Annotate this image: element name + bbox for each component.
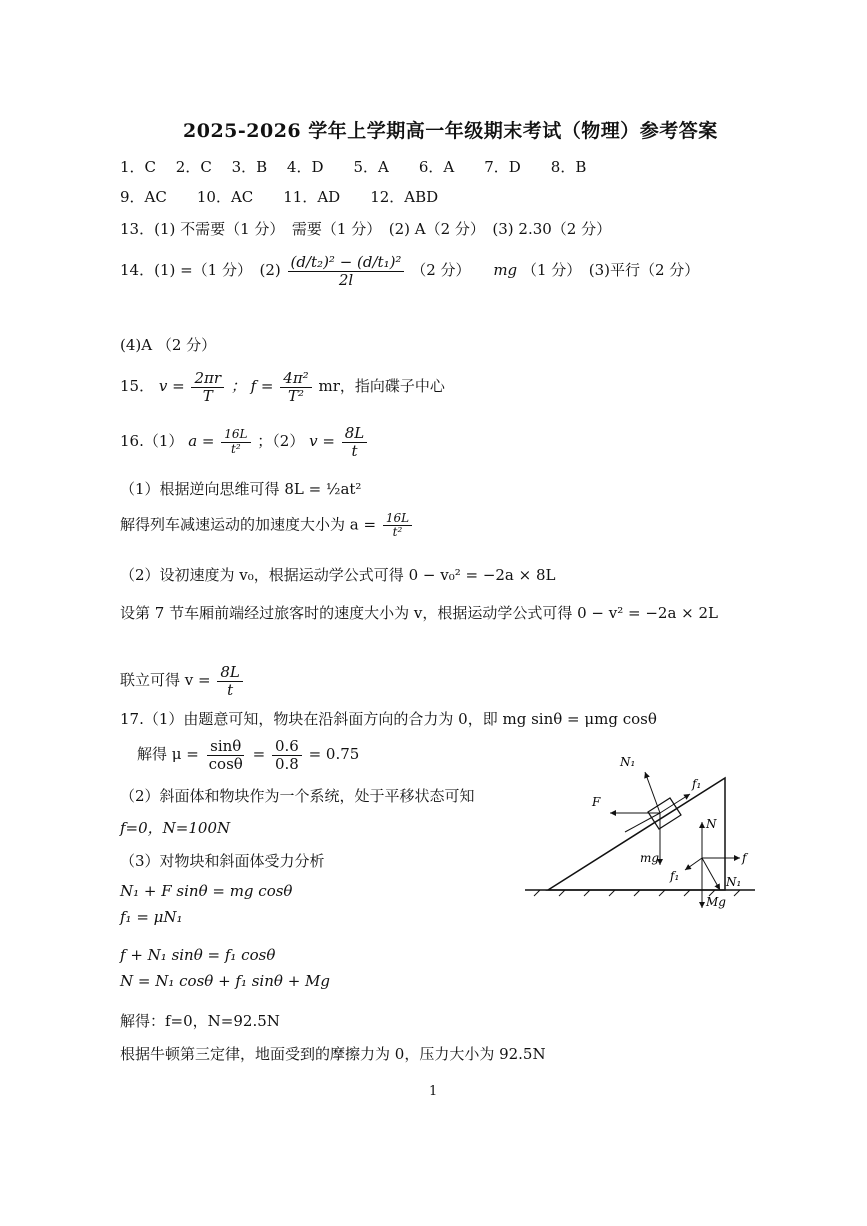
q17-result: = 0.75 bbox=[308, 745, 360, 763]
q16-line-3: （2）设初速度为 v₀，根据运动学公式可得 0 − v₀² = −2a × 8L bbox=[120, 566, 556, 584]
question-14 bbox=[120, 254, 699, 288]
q17-eq: = bbox=[252, 745, 266, 763]
n1-arrow bbox=[645, 772, 660, 813]
question-13: 13．(1) 不需要（1 分） 需要（1 分） (2) A（2 分） (3) 2.30（2 分） bbox=[120, 220, 612, 238]
answers-row-1: 1．C 2．C 3．B 4．D 5．A 6．A 7．D 8．B bbox=[120, 158, 587, 176]
q14-score2: （1 分） (3)平行（2 分） bbox=[521, 261, 700, 279]
q16-v-fraction bbox=[342, 425, 368, 459]
q17-equation-2: f₁ = μN₁ bbox=[120, 908, 183, 926]
q17-mu-num: sinθ bbox=[207, 738, 244, 756]
q17-line-3: （2）斜面体和物块作为一个系统，处于平移状态可知 bbox=[120, 787, 475, 805]
label-f1: f₁ bbox=[692, 777, 702, 791]
q16-a-fraction bbox=[221, 428, 250, 455]
q14-frac-top: (d/t₂)² − (d/t₁)² bbox=[288, 254, 405, 272]
q14-mg: mg bbox=[493, 261, 518, 279]
q17-mu-label: 解得 μ = bbox=[137, 745, 199, 763]
q16-line-2-fraction bbox=[383, 512, 412, 539]
q17-equation-3: f + N₁ sinθ = f₁ cosθ bbox=[120, 946, 276, 964]
q14-score1: （2 分） bbox=[411, 261, 471, 279]
label-mg-big: Mg bbox=[706, 895, 726, 909]
q16-mid: ；（2） bbox=[257, 432, 305, 450]
question-15 bbox=[120, 370, 445, 404]
page-number: 1 bbox=[429, 1084, 438, 1099]
q16-line-5-text: 联立可得 v = bbox=[120, 671, 211, 689]
q16-a-den: t² bbox=[231, 441, 241, 456]
q15-f-den: T² bbox=[287, 386, 304, 405]
n1-reaction-arrow bbox=[702, 858, 720, 890]
q16-line-5-den: t bbox=[227, 680, 234, 699]
q17-line-6: 解得：f=0，N=92.5N bbox=[120, 1012, 280, 1030]
q16-line-2 bbox=[120, 512, 414, 539]
q16-v: v = bbox=[309, 432, 335, 450]
q16-line-5-fraction bbox=[217, 664, 243, 698]
q16-head: 16.（1） bbox=[120, 432, 184, 450]
q17-equation-4: N = N₁ cosθ + f₁ sinθ + Mg bbox=[120, 972, 330, 990]
q17-equation-1: N₁ + F sinθ = mg cosθ bbox=[120, 882, 293, 900]
q15-v-num: 2πr bbox=[191, 370, 224, 388]
page-title: 2025-2026 学年上学期高一年级期末考试（物理）参考答案 bbox=[183, 120, 718, 142]
q14-prefix: 14．(1) =（1 分） (2) bbox=[120, 261, 281, 279]
q15-v-fraction bbox=[191, 370, 224, 404]
label-f1-reaction: f₁ bbox=[670, 869, 680, 883]
question-14-part-4: (4)A （2 分） bbox=[120, 336, 217, 354]
q17-line-4: f=0，N=100N bbox=[120, 819, 231, 837]
label-f: F bbox=[592, 795, 601, 809]
q16-line-5-num: 8L bbox=[217, 664, 243, 682]
f1-reaction-arrow bbox=[685, 858, 702, 870]
q17-line-1: 17.（1）由题意可知，物块在沿斜面方向的合力为 0，即 mg sinθ = μmg cosθ bbox=[120, 710, 657, 728]
q16-line-4: 设第 7 节车厢前端经过旅客时的速度大小为 v，根据运动学公式可得 0 − v² = −2a × 2L bbox=[120, 604, 718, 622]
q15-tail: mr，指向碟子中心 bbox=[318, 377, 445, 395]
q17-line-2 bbox=[137, 738, 359, 772]
q16-v-den: t bbox=[351, 441, 358, 460]
q17-mu-fraction-2 bbox=[272, 738, 302, 772]
q16-line-2-den: t² bbox=[392, 525, 403, 540]
question-16-answer bbox=[120, 425, 369, 459]
q15-f-num: 4π² bbox=[280, 370, 311, 388]
label-n1: N₁ bbox=[620, 755, 636, 769]
q17-num-06: 0.6 bbox=[272, 738, 302, 756]
q15-f: ； f = bbox=[230, 377, 274, 395]
q16-line-2-text: 解得列车减速运动的加速度大小为 a = bbox=[120, 515, 377, 534]
q16-line-2-num: 16L bbox=[383, 512, 412, 526]
q15-f-fraction bbox=[280, 370, 311, 404]
label-n1-reaction: N₁ bbox=[726, 875, 742, 889]
answers-row-2: 9．AC 10．AC 11．AD 12．ABD bbox=[120, 188, 439, 206]
label-f-ground: f bbox=[742, 851, 747, 865]
q17-line-5: （3）对物块和斜面体受力分析 bbox=[120, 852, 325, 870]
force-diagram bbox=[520, 750, 760, 920]
q16-line-1: （1）根据逆向思维可得 8L = ½at² bbox=[120, 480, 362, 498]
q17-den-08: 0.8 bbox=[274, 754, 299, 773]
incline-wedge bbox=[548, 778, 725, 890]
q17-mu-fraction-1 bbox=[206, 738, 246, 772]
q16-a-num: 16L bbox=[221, 428, 250, 442]
q16-v-num: 8L bbox=[342, 425, 368, 443]
q14-fraction bbox=[288, 254, 405, 288]
q14-frac-bottom: 2l bbox=[338, 270, 354, 289]
label-mg: mg bbox=[640, 851, 660, 865]
q15-v-den: T bbox=[202, 386, 213, 405]
q15-v: v = bbox=[158, 377, 185, 395]
q16-a: a = bbox=[188, 432, 215, 450]
q17-mu-den: cosθ bbox=[208, 754, 243, 773]
q17-line-7: 根据牛顿第三定律，地面受到的摩擦力为 0，压力大小为 92.5N bbox=[120, 1045, 546, 1063]
label-n: N bbox=[706, 817, 717, 831]
q15-label: 15． bbox=[120, 377, 155, 395]
q16-line-5 bbox=[120, 664, 245, 698]
